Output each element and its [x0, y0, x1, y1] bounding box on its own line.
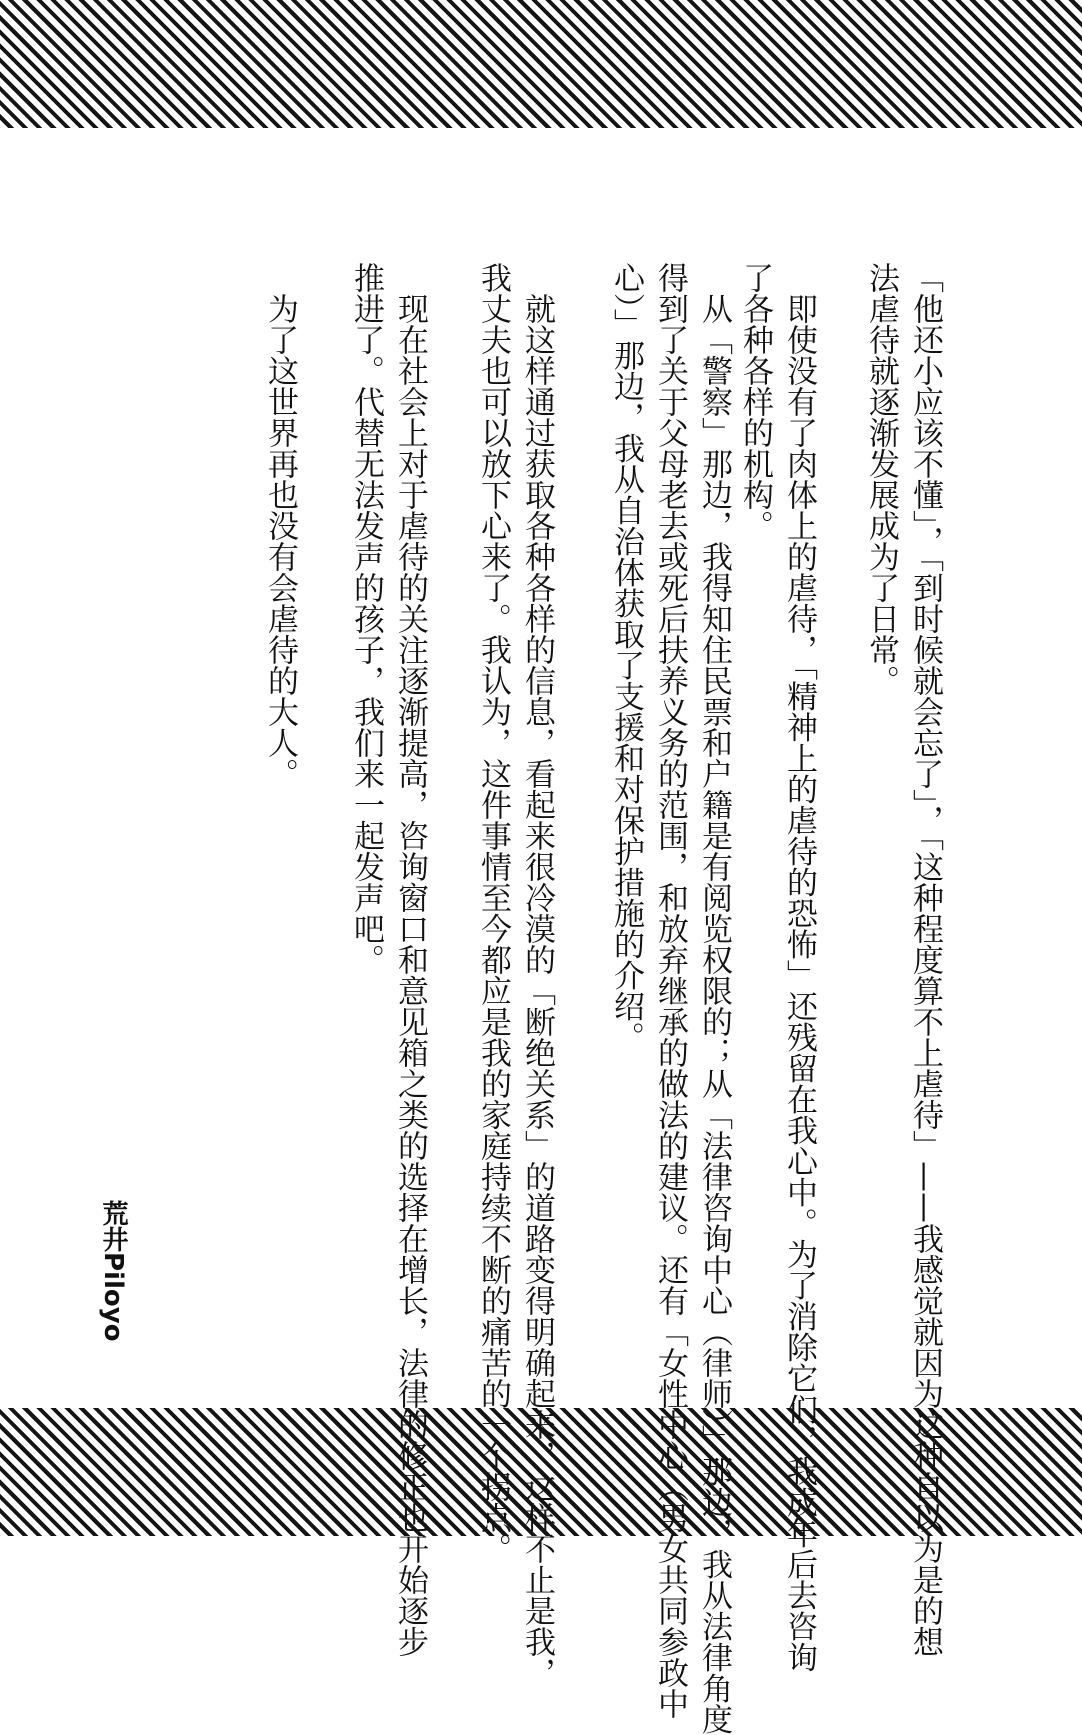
paragraph-line: 心）」那边，我从自治体获取了支援和对保护措施的介绍。	[608, 262, 644, 1053]
paragraph-line: 法虐待就逐渐发展成为了日常。	[863, 262, 899, 696]
paragraph-line: 从「警察」那边，我得知住民票和户籍是有阅览权限的；从「法律咨询中心（律师）」那边，我从法律角度	[696, 262, 732, 1735]
paragraph-6	[214, 262, 346, 789]
paragraph-line: 了各种各样的机构。	[737, 262, 773, 541]
paragraph-line: 得到了关于父母老去或死后扶养义务的范围，和放弃继承的做法的建议。还有「女性中心（男女共同参政中	[652, 262, 688, 1719]
paragraph-line: 为了这世界再也没有会虐待的大人。	[262, 262, 298, 789]
paragraph-line: 就这样通过获取各种各样的信息，看起来很冷漠的「断绝关系」的道路变得明确起来，这样不止是我，	[519, 262, 555, 1688]
paragraph-line: 即使没有了肉体上的虐待，「精神上的虐待的恐怖」还残留在我心中。为了消除它们，我成年后去咨询	[781, 262, 817, 1673]
author-signature: 荒井Piloyo	[98, 1200, 128, 1342]
paragraph-line: 现在社会上对于虐待的关注逐渐提高，咨询窗口和意见箱之类的选择在增长，法律的修正也开始逐步	[392, 262, 428, 1657]
paragraph-line: 「他还小应该不懂」，「到时候就会忘了」，「这种程度算不上虐待」——我感觉就因为这种自以为是的想	[907, 262, 943, 1657]
top-stripe-border	[0, 0, 1082, 128]
paragraph-line: 我丈夫也可以放下心来了。我认为，这件事情至今都应是我的家庭持续不断的痛苦的一个拐点。	[475, 262, 511, 1564]
paragraph-line: 推进了。代替无法发声的孩子，我们来一起发声吧。	[348, 262, 384, 975]
